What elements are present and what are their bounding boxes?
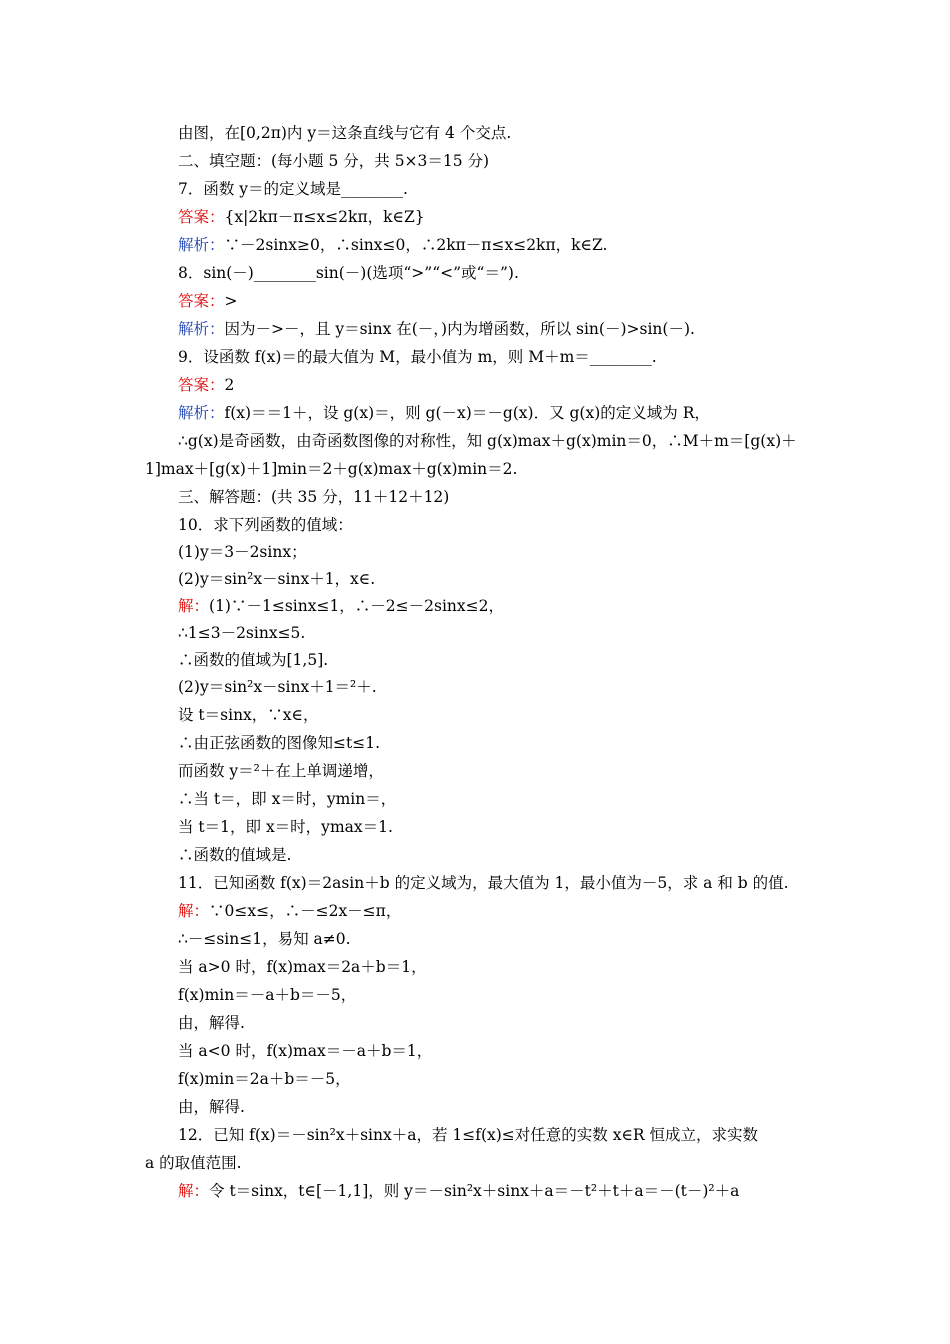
- text-line: [178, 623, 305, 643]
- line-text: ∴函数的值域是.: [178, 846, 292, 864]
- text-line: [178, 1013, 245, 1033]
- line-text: ∴－≤sin≤1，易知 a≠0.: [178, 930, 351, 948]
- line-text: ∵－2sinx≥0，∴sinx≤0，∴2kπ－π≤x≤2kπ，k∈Z.: [224, 236, 608, 254]
- line-text: ∴由正弦函数的图像知≤t≤1.: [178, 734, 380, 752]
- analysis-line: [178, 235, 607, 255]
- text-line: [178, 542, 307, 562]
- text-line: [178, 569, 375, 589]
- solution-line: [178, 596, 504, 616]
- answer-label: 答案：: [178, 208, 225, 226]
- text-line: [178, 985, 356, 1005]
- text-line: [178, 677, 377, 697]
- analysis-line: [178, 403, 710, 423]
- text-line: [178, 761, 384, 781]
- line-text: ∴g(x)是奇函数，由奇函数图像的对称性，知 g(x)max＋g(x)min＝0，∴M＋m＝[g(x)＋: [178, 432, 797, 450]
- text-line: [178, 431, 797, 451]
- line-text: f(x)min＝－a＋b＝－5，: [178, 986, 357, 1004]
- question-line: [178, 515, 353, 535]
- line-text: 因为－>－，且 y＝sinx 在(－，)内为增函数，所以 sin(－)>sin(－).: [224, 320, 695, 338]
- line-text: 1]max＋[g(x)＋1]min＝2＋g(x)max＋g(x)min＝2.: [145, 460, 518, 478]
- line-text: ∴函数的值域为[1,5].: [178, 651, 329, 669]
- text-line: [178, 1041, 432, 1061]
- line-text: 11．已知函数 f(x)＝2asin＋b 的定义域为，最大值为 1，最小值为－5，求 a 和 b 的值.: [178, 874, 789, 892]
- text-line: [178, 733, 380, 753]
- analysis-label: 解析：: [178, 404, 225, 422]
- line-text: 由，解得.: [178, 1014, 245, 1032]
- text-line: [178, 650, 328, 670]
- text-line: [145, 1153, 242, 1173]
- line-text: >: [224, 292, 238, 310]
- question-line: [178, 263, 519, 283]
- text-line: [178, 1069, 351, 1089]
- section-heading: [178, 151, 489, 171]
- line-text: a 的取值范围.: [145, 1154, 242, 1172]
- text-line: [178, 705, 319, 725]
- question-line: [178, 1125, 758, 1145]
- solution-label: 解：: [178, 597, 210, 615]
- text-line: [178, 1097, 245, 1117]
- solution-label: 解：: [178, 902, 210, 920]
- answer-line: [178, 207, 425, 227]
- answer-label: 答案：: [178, 292, 225, 310]
- line-text: 三、解答题：(共 35 分，11＋12＋12): [178, 488, 450, 506]
- line-text: 当 t＝1，即 x＝时，ymax＝1.: [178, 818, 393, 836]
- line-text: 由，解得.: [178, 1098, 245, 1116]
- analysis-label: 解析：: [178, 320, 225, 338]
- line-text: f(x)＝＝1＋，设 g(x)＝，则 g(－x)＝－g(x)．又 g(x)的定义域为 R，: [224, 404, 710, 422]
- line-text: (2)y＝sin²x－sinx＋1，x∈.: [178, 570, 376, 588]
- line-text: 二、填空题：(每小题 5 分，共 5×3＝15 分): [178, 152, 490, 170]
- section-heading: [178, 487, 449, 507]
- line-text: 9．设函数 f(x)＝的最大值为 M，最小值为 m，则 M＋m＝________.: [178, 348, 657, 366]
- solution-line: [178, 901, 401, 921]
- text-line: [178, 845, 291, 865]
- line-text: (1)∵－1≤sinx≤1，∴－2≤－2sinx≤2，: [209, 597, 505, 615]
- line-text: 设 t＝sinx，∵x∈，: [178, 706, 319, 724]
- line-text: f(x)min＝2a＋b＝－5，: [178, 1070, 351, 1088]
- line-text: (1)y＝3－2sinx；: [178, 543, 307, 561]
- text-line: [178, 817, 393, 837]
- text-line: [178, 789, 396, 809]
- line-text: 而函数 y＝²＋在上单调递增，: [178, 762, 384, 780]
- question-line: [178, 179, 408, 199]
- analysis-line: [178, 319, 695, 339]
- line-text: ∴当 t＝，即 x＝时，ymin＝，: [178, 790, 397, 808]
- answer-label: 答案：: [178, 376, 225, 394]
- line-text: 8．sin(－)________sin(－)(选项“>”“<”或“＝”).: [178, 264, 519, 282]
- line-text: {x|2kπ－π≤x≤2kπ，k∈Z}: [224, 208, 425, 226]
- line-text: ∵0≤x≤，∴－≤2x－≤π，: [209, 902, 402, 920]
- line-text: 由图，在[0,2π)内 y＝这条直线与它有 4 个交点.: [178, 124, 512, 142]
- line-text: 2: [224, 376, 235, 394]
- line-text: 当 a>0 时，f(x)max＝2a＋b＝1，: [178, 958, 427, 976]
- analysis-label: 解析：: [178, 236, 225, 254]
- text-line: [178, 123, 511, 143]
- text-line: [178, 957, 427, 977]
- question-line: [178, 873, 789, 893]
- line-text: 当 a<0 时，f(x)max＝－a＋b＝1，: [178, 1042, 433, 1060]
- question-line: [178, 347, 657, 367]
- text-line: [145, 459, 517, 479]
- answer-line: [178, 375, 234, 395]
- solution-label: 解：: [178, 1182, 210, 1200]
- answer-line: [178, 291, 238, 311]
- line-text: (2)y＝sin²x－sinx＋1＝²＋.: [178, 678, 377, 696]
- line-text: 令 t＝sinx，t∈[－1,1]，则 y＝－sin²x＋sinx＋a＝－t²＋t＋a＝－(t－)²＋a: [209, 1182, 740, 1200]
- line-text: 10．求下列函数的值域：: [178, 516, 353, 534]
- line-text: 7．函数 y＝的定义域是________.: [178, 180, 408, 198]
- line-text: 12．已知 f(x)＝－sin²x＋sinx＋a，若 1≤f(x)≤对任意的实数 x∈R 恒成立，求实数: [178, 1126, 759, 1144]
- solution-line: [178, 1181, 739, 1201]
- text-line: [178, 929, 351, 949]
- line-text: ∴1≤3－2sinx≤5.: [178, 624, 306, 642]
